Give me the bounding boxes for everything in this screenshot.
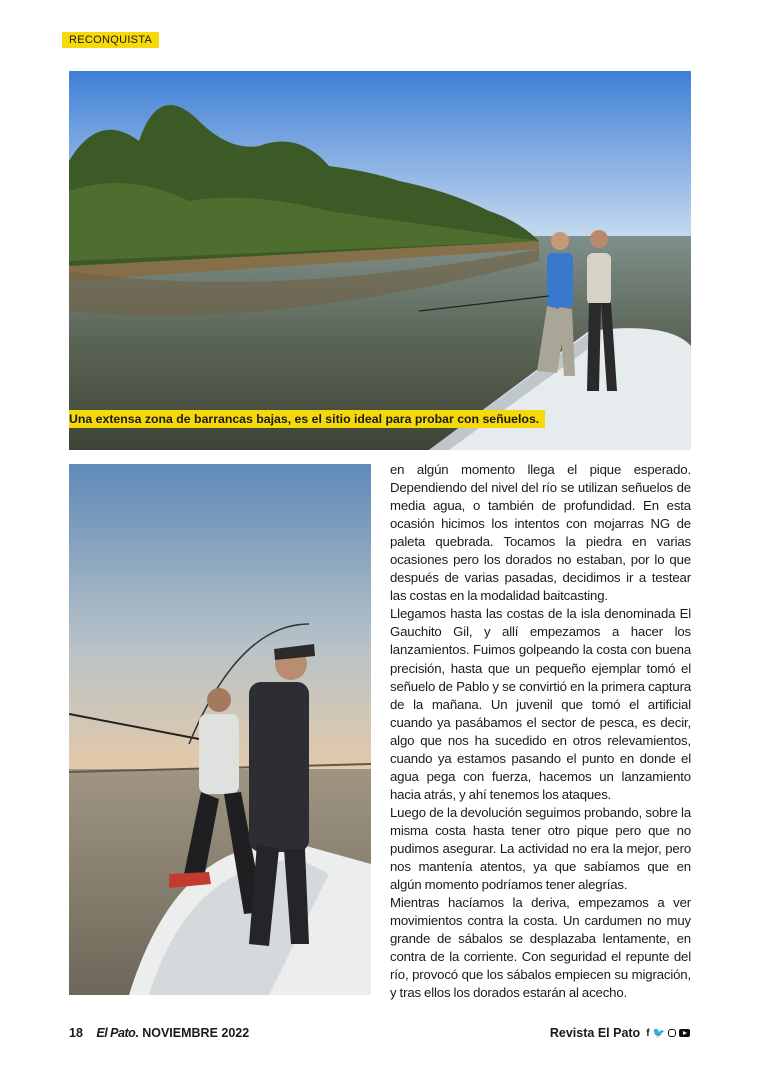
article-body — [390, 461, 691, 1002]
top-photo-caption: Una extensa zona de barrancas bajas, es el sitio ideal para probar con señuelos. — [69, 410, 545, 428]
article-paragraph: Luego de la devolución seguimos probando, sobre la misma costa hasta tener otro pique pero que no pudimos asegurar. La actividad no era la mejor, pero nos mantenía atentos, ya que sabíamos que en algún momento podríamos tener alegrías. — [390, 804, 691, 893]
article-paragraph: en algún momento llega el pique esperado. Dependiendo del nivel del río se utilizan señuelos de media agua, o también de profundidad. En esta ocasión hicimos los intentos con mojarras NG de paleta quebrada. Tocamos la piedra en varias ocasiones pero los dorados no estaban, por lo que después de varias pasadas, decidimos ir a testear las costas en la modalidad baitcasting. — [390, 462, 691, 604]
magazine-name: Revista El Pato — [549, 1026, 641, 1040]
article-paragraph: Mientras hacíamos la deriva, empezamos a ver movimientos contra la costa. Un cardumen no muy grande de sábalos se desplazaba lentamente, en contra de la corriente. Con seguridad el repunte del río, provocó que los sábalos empiecen su migración, y tras ellos los dorados estarán al acecho. — [390, 895, 691, 1001]
left-photo-illustration — [69, 464, 371, 995]
footer-brand: El Pato — [96, 1026, 136, 1040]
instagram-icon[interactable] — [668, 1029, 676, 1037]
twitter-icon[interactable]: 🐦 — [652, 1027, 665, 1039]
page-number: 18 — [69, 1026, 83, 1040]
social-icons — [646, 1028, 690, 1039]
section-tag: RECONQUISTA — [62, 32, 159, 48]
article-paragraph: Llegamos hasta las costas de la isla denominada El Gauchito Gil, y allí empezamos a hacer los lanzamientos. Fuimos golpeando la costa con buena precisión, hasta que un pequeño ejemplar tomó el señuelo de Pablo y se convirtió en la primera captura de la mañana. Un juvenil que tomó el artificial cuando ya pasábamos el sector de pesca, es decir, algo que nos ha sucedido en otros relevamientos, cuando ya estamos pasando el punto en donde el agua pega con fuerza, hacemos un lanzamiento hacia atrás, y ahí tenemos los ataques. — [390, 606, 691, 802]
footer-left — [69, 1025, 249, 1041]
facebook-icon[interactable]: f — [646, 1027, 650, 1039]
footer-issue: . NOVIEMBRE 2022 — [135, 1026, 250, 1040]
left-photo — [69, 464, 371, 995]
top-photo — [69, 71, 691, 450]
footer-right — [550, 1025, 690, 1041]
youtube-icon[interactable] — [679, 1029, 690, 1037]
top-photo-illustration — [69, 71, 691, 450]
